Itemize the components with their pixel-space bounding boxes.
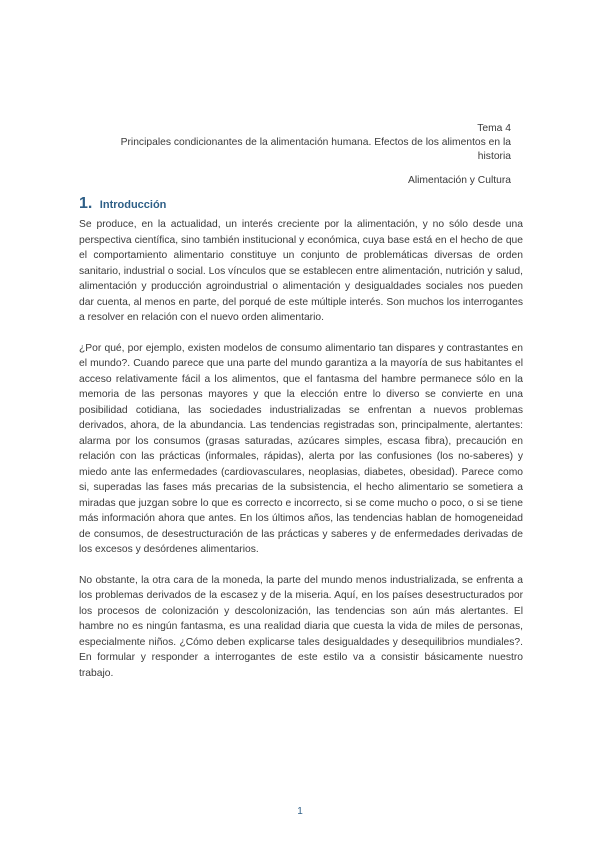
topic-label: Tema 4 [477, 123, 511, 134]
paragraph: No obstante, la otra cara de la moneda, la parte del mundo menos industrializada, se enfrenta a los problemas derivados de la escasez y de la miseria. Aquí, en los países desestructurados por los procesos de colonización y descolonización, las tendencias son aún más alertantes. El hambre no es ningún fantasma, es una realidad diaria que cuesta la vida de miles de personas, especialmente niños. ¿Cómo deben explicarse tales desigualdades y desequilibrios mundiales?. En formular y responder a interrogantes de este estilo va a consistir básicamente nuestro trabajo. [79, 574, 523, 679]
paragraph: Se produce, en la actualidad, un interés creciente por la alimentación, y no sólo desde una perspectiva científica, sino también institucional y económica, cuya base está en el hecho de que el comportamiento alimentario constituye un conjunto de problemáticas diversas de orden sanitario, industrial o social. Los vínculos que se establecen entre alimentación, nutrición y salud, alimentación y producción agroindustrial o alimentación y desigualdades sociales nos pueden dar cuenta, al menos en parte, del porqué de este múltiple interés. Son muchos los interrogantes a resolver en relación con el nuevo orden alimentario. [79, 219, 523, 323]
document-title: Principales condicionantes de la alimentación humana. Efectos de los alimentos en la historia [120, 137, 511, 162]
subject-label: Alimentación y Cultura [407, 175, 511, 186]
section-number: 1. [79, 195, 93, 212]
document-header [100, 122, 511, 188]
section-title: Introducción [99, 199, 167, 211]
body-text [79, 217, 523, 696]
paragraph: ¿Por qué, por ejemplo, existen modelos de consumo alimentario tan dispares y contrastantes en el mundo?. Cuando parece que una parte del mundo garantiza a la mayoría de sus habitantes el acceso relativamente fácil a los alimentos, que el fantasma del hambre permanece sólo en la memoria de las personas mayores y que la elección entre lo diverso se convierte en una posibilidad cotidiana, las sociedades industrializadas se enfrentan a nuevos problemas derivados, ahora, de la abundancia. Las tendencias registradas son, principalmente, alertantes: alarma por los consumos (grasas saturadas, azúcares simples, escasa fibra), precaución en relación con las prácticas (informales, rápidas), alerta por las confusiones (los no-saberes) y miedo ante las enfermedades (cardiovasculares, neoplasias, diabetes, obesidad). Parece como si, superadas las fases más precarias de la subsistencia, el hecho alimentario se sometiera a miradas que juzgan sobre lo que es correcto e incorrecto, si se come mucho o poco, o si se tiene más información ahora que antes. En los últimos años, las tendencias hablan de homogeneidad de consumos, de desestructuración de las prácticas y saberes y de enfermedades derivadas de los excesos y desórdenes alimentarios. [79, 342, 523, 555]
section-heading [79, 195, 166, 213]
page-number: 1 [297, 806, 303, 817]
